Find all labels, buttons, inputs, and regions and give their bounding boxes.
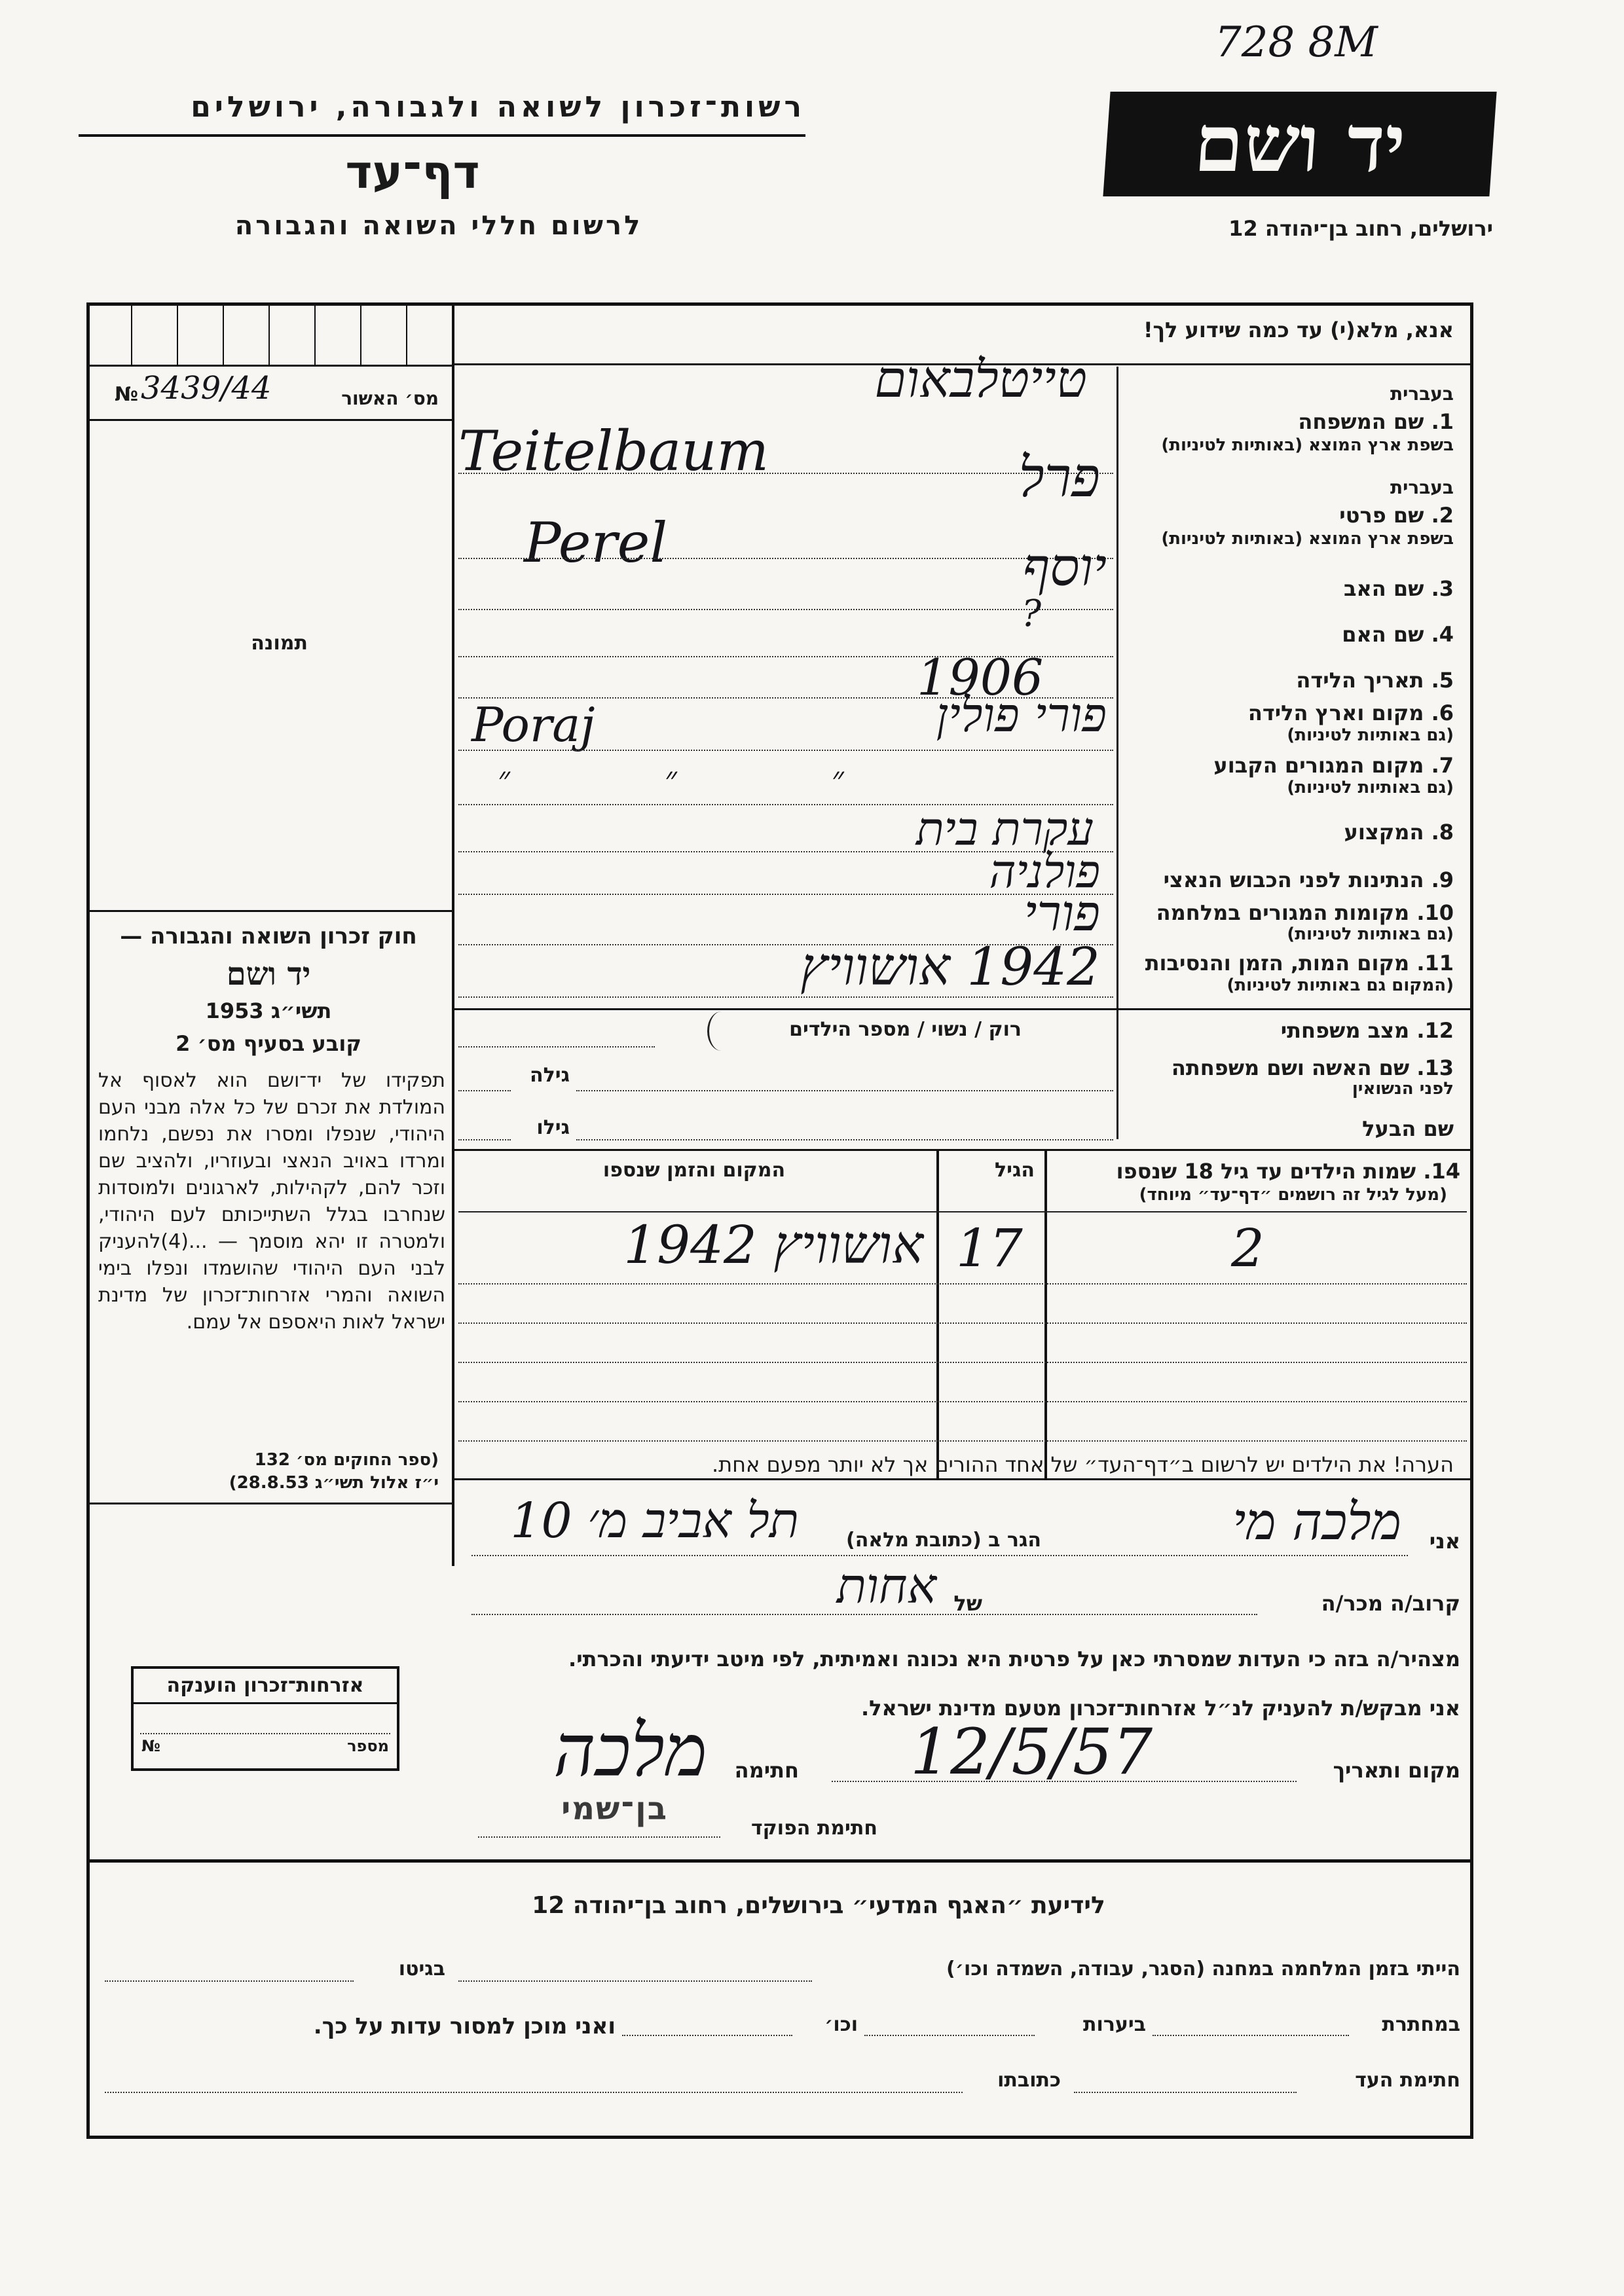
children-row-rule-2 [458,1322,1467,1324]
field-3-label: שם האב [1343,576,1424,601]
children-row-rule-3 [458,1362,1467,1363]
field-13-label: שם האשה ושם משפחתה [1171,1055,1410,1080]
photo-rule [86,910,452,912]
field-6-sub: (גם באותיות לטיניות) [1287,725,1454,745]
husband-age-label: גילו [536,1116,570,1139]
header-subtitle: לרשום חללי השואה והגבורה [234,211,643,241]
field-8-label: המקצוע [1344,820,1424,845]
field-3-number: 3. [1431,576,1454,601]
field-1-value-hebrew[interactable]: טייטלבאום [874,350,1087,409]
yad-vashem-logo [1103,92,1496,196]
field-10-number: 10. [1416,900,1454,925]
field-7-sub: (גם באותיות לטיניות) [1287,778,1454,797]
corner-archive-number: 728 8M [1215,18,1378,67]
citizenship-number-label: מספר [347,1737,389,1755]
left-column-divider [452,302,454,1566]
camp-input[interactable] [458,1980,812,1982]
field-2-value-latin[interactable]: Perel [524,511,668,575]
signature: מלכה [553,1709,707,1793]
field-9-value[interactable]: פולניה [989,845,1100,898]
approval-rule [86,419,452,421]
form-instructions: אנא, מלא(י) עד כמה שידוע לך! [1143,318,1454,342]
wife-age-label: גילה [530,1064,570,1087]
field-7-label: מקום המגורים הקבוע [1213,753,1424,778]
declaration-date[interactable]: 12/5/57 [910,1715,1153,1789]
field-8-value[interactable]: עקרת בית [915,802,1094,856]
children-note: הערה! את הילדים יש לרשום ב״דף־העד״ של אחד ההורים אך לא יותר מפעם אחת. [711,1452,1454,1477]
field-2-sub: בשפת ארץ המוצא (באותיות לטיניות) [1161,529,1454,549]
bottom-title: לידיעת ״האגף המדעי״ בירושלים, רחוב בן־יהודה 12 [532,1892,1105,1919]
field-6-rule [458,750,1113,751]
field-7-number: 7. [1431,753,1454,778]
child-age: 17 [956,1218,1023,1279]
field-13-number: 13. [1416,1055,1454,1080]
declarant-rule-2 [471,1614,1257,1615]
photo-label: תמונה [251,632,308,655]
field-2-number: 2. [1431,503,1454,528]
field-12-label: מצב משפחתי [1280,1018,1410,1043]
children-header-rule [458,1211,1467,1212]
law-year: תשי״ג 1953 [205,998,332,1023]
approval-prefix: № [115,383,139,406]
wife-name-input[interactable] [576,1090,1113,1091]
inspector-label: חתימת הפוקד [751,1817,877,1840]
law-title: חוק זכרון השואה והגבורה — [120,923,417,949]
underground-input[interactable] [1153,2035,1349,2036]
field-10-value[interactable]: פורי [1024,884,1100,942]
field-2-hebrew-tag: בעברית [1390,477,1454,498]
declarant-i-label: אני [1429,1529,1460,1554]
field-4-number: 4. [1431,622,1454,647]
children-col-divider-2 [1044,1149,1047,1480]
children-place-header: המקום והזמן שנספו [602,1159,786,1182]
request-text: אני מבקש/ת להעניק לנ״ל אזרחות־זכרון מטעם מדינת ישראל. [861,1696,1460,1721]
children-top-rule [452,1149,1473,1151]
field-11-sub: (המקום גם באותיות לטיניות) [1227,975,1454,995]
children-col-divider-1 [936,1149,939,1480]
marital-options[interactable]: רוק / נשוי / מספר הילדים [789,1018,1022,1041]
bottom-line-2-c: וכו׳ [824,2013,858,2036]
bottom-line-3-b: כתובתו [997,2069,1061,2092]
date-rule [832,1781,1297,1782]
of-label: של [953,1591,982,1616]
children-header: שמות הילדים עד גיל 18 שנספו [1116,1159,1416,1184]
field-8-number: 8. [1431,820,1454,845]
field-11-value[interactable]: 1942 אושוויץ [800,936,1100,997]
children-row-rule-5 [458,1440,1467,1442]
field-6-value-latin[interactable]: Poraj [471,697,595,752]
field-2-label: שם פרטי [1339,503,1424,528]
header-authority: רשות־זכרון לשואה ולגבורה, ירושלים [191,90,805,124]
bottom-line-2-b: ביערות [1083,2013,1146,2036]
declarant-rule-1 [471,1555,1408,1556]
etc-input[interactable] [622,2035,792,2036]
law-section-ref: קובע בסעיף מס׳ 2 [175,1031,361,1056]
forests-input[interactable] [864,2035,1035,2036]
field-6-label: מקום וארץ הלידה [1247,701,1424,725]
field-7-value[interactable]: ״ ״ ״ [498,759,844,797]
field-5-value[interactable]: 1906 [917,648,1044,706]
approval-grid [86,302,452,367]
citizenship-title: אזרחות־זכרון הוענקה [134,1669,397,1704]
declaration-text: מצהיר/ה בזה כי העדות שמסרתי כאן על פרטית היא נכונה ואמיתית, לפי מיטב ידיעתי והכרתי. [568,1647,1460,1671]
field-11-separator [452,1008,1473,1010]
signature-label: חתימה [734,1758,799,1783]
field-3-value[interactable]: יוסף [1022,537,1107,598]
child-name: 2 [1231,1218,1264,1279]
children-row-rule-1 [458,1283,1467,1285]
field-11-label: מקום המות, הזמן והנסיבות [1145,951,1410,975]
husband-age-input[interactable] [458,1139,511,1140]
ghetto-input[interactable] [105,1980,354,1982]
citizenship-rule [140,1720,390,1734]
header-title: דף־עד [345,145,480,199]
approval-number: 3439/44 [141,370,272,407]
wife-age-input[interactable] [458,1090,511,1091]
field-3-rule [458,609,1113,610]
citizenship-number-row [134,1734,397,1755]
marital-selection-mark [707,1011,735,1051]
field-5-number: 5. [1431,668,1454,693]
children-age-header: הגיל [995,1159,1035,1182]
field-1-number: 1. [1431,409,1454,434]
children-bottom-rule [452,1478,1473,1480]
field-9-label: הנתינות לפני הכבוש הנאצי [1163,867,1424,892]
bottom-line-2-d: ואני מוכן למסור עדות על כך. [313,2013,616,2039]
law-footnote-2: י״ז אלול תשי״ג 28.8.53) [229,1473,439,1493]
field-11-number: 11. [1416,951,1454,975]
field-6-number: 6. [1431,701,1454,725]
field-12-rule [458,1046,655,1048]
inspector-rule [478,1836,720,1838]
header-address: ירושלים, רחוב בן־יהודה 12 [1228,216,1493,241]
yad-vashem-logo-text: יד ושם [1191,98,1409,190]
field-11-rule [458,996,1113,998]
declarant-name[interactable]: מלכה מי [1232,1493,1401,1552]
field-1-label: שם המשפחה [1298,409,1424,434]
field-10-label: מקומות המגורים במלחמה [1156,900,1410,925]
field-1-value-latin[interactable]: Teitelbaum [458,419,769,483]
law-bottom-rule [86,1503,454,1504]
citizenship-number-prefix: № [141,1737,160,1755]
citizenship-box [131,1666,399,1771]
declarant-address-label: הגר ב (כתובת מלאה) [845,1529,1041,1552]
children-number: 14. [1423,1159,1460,1184]
child-place: אושוויץ 1942 [623,1214,923,1275]
field-9-number: 9. [1431,867,1454,892]
field-2-value-hebrew[interactable]: פרל [1018,445,1100,509]
witness-signature-input[interactable] [1074,2092,1297,2093]
label-column-divider [1116,367,1118,1139]
field-4-value[interactable]: ? [1022,592,1042,635]
law-footnote-1: (ספר החוקים מס׳ 132 [254,1450,439,1470]
husband-label: שם הבעל [1362,1116,1454,1141]
children-sub: (מעל לגיל זה רושמים ״דף־עד״ מיוחד) [1139,1185,1447,1205]
field-1-hebrew-tag: בעברית [1390,383,1454,405]
relation-value[interactable]: אחות [836,1558,936,1614]
bottom-rule [86,1859,1473,1863]
bottom-line-3-a: חתימת העד [1355,2069,1460,2092]
law-body: תפקידו של יד־ושם הוא לאסוף אל המולדת את זכרם של כל אלה מבני העם היהודי, שנפלו ומסרו את נפשם, נלחמו ומרדו באויב הנאצי ובעוזריו, ולהציב שם וזכר להם, לקהילות, לארגונים ולמוסדות שנחרבו בגלל השתייכותם לעם היהודי, ולמטרה זו יהא מוסמך — ...(4)להעניק לבני העם היהודי שהושמדו ונפלו בימי השואה והמרי אזרחות־זכרון של מדינת ישראל לאות היאספם אל עמם. [98,1069,445,1334]
children-row-rule-4 [458,1401,1467,1402]
field-5-label: תאריך הלידה [1296,668,1424,693]
husband-name-input[interactable] [576,1139,1113,1140]
field-10-sub: (גם באותיות לטיניות) [1287,924,1454,944]
bottom-line-1-b: בגיטו [398,1958,445,1980]
law-logo: יד ושם [226,956,311,993]
place-date-label: מקום ותאריך [1333,1758,1460,1783]
field-12-number: 12. [1416,1018,1454,1043]
field-6-value[interactable]: פורי פולין [936,687,1107,742]
witness-address-input[interactable] [105,2092,963,2093]
bottom-line-1-a: הייתי בזמן המלחמה במחנה (הסגר, עבודה, השמדה וכו׳) [946,1958,1460,1980]
header-rule [79,134,805,137]
field-4-label: שם האם [1342,622,1424,647]
relative-label: קרוב/ה מכר/ה [1321,1591,1460,1616]
inspector-stamp: בן־שמי [561,1791,668,1827]
approval-label: מס׳ האשור [341,388,439,409]
declarant-address[interactable]: תל אביב מ׳ 10 [510,1493,799,1549]
field-13-sub: לפני הנשואין [1352,1079,1454,1099]
bottom-line-2-a: במחתרת [1382,2013,1460,2036]
field-1-sub: בשפת ארץ המוצא (באותיות לטיניות) [1161,435,1454,455]
